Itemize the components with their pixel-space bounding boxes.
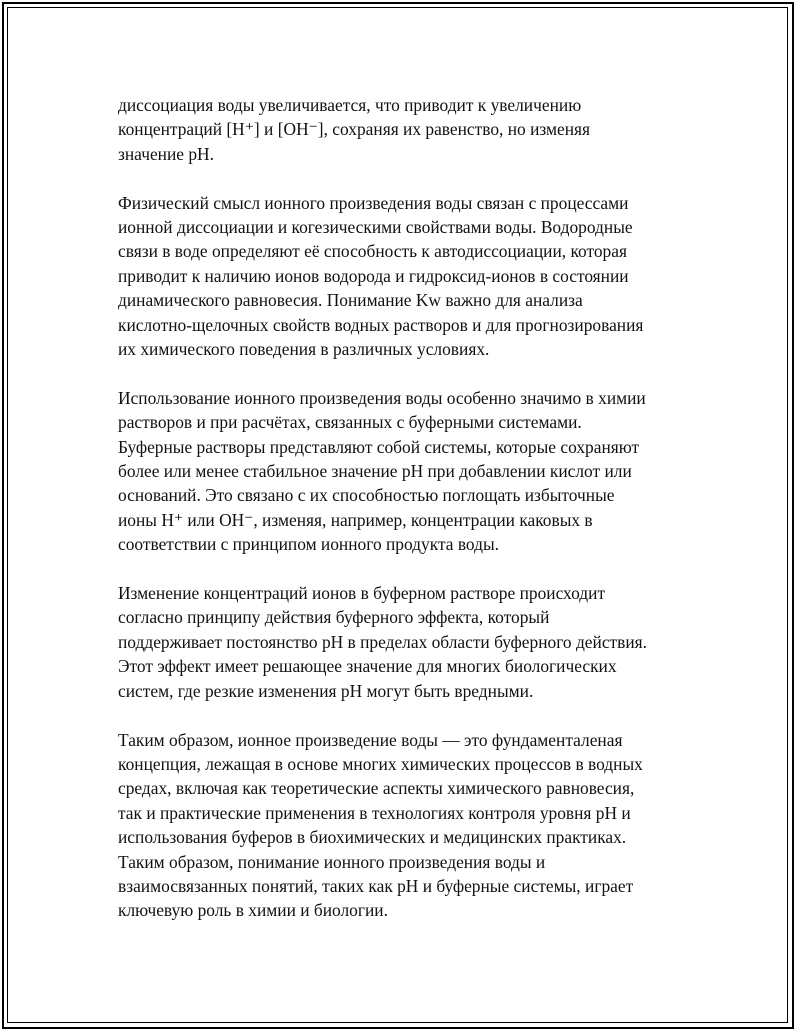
paragraph-4: [118, 581, 688, 703]
text-line: систем, где резкие изменения pH могут быть вредными.: [118, 680, 534, 701]
text-line: Таким образом, ионное произведение воды — это фундаменталеная: [118, 729, 623, 750]
text-line: Этот эффект имеет решающее значение для многих биологических: [118, 656, 617, 677]
text-line: значение pH.: [118, 143, 214, 164]
text-line: концепция, лежащая в основе многих химических процессов в водных: [118, 753, 643, 774]
text-line: Изменение концентраций ионов в буферном растворе происходит: [118, 583, 606, 604]
text-line: средах, включая как теоретические аспекты химического равновесия,: [118, 778, 635, 799]
text-line: ключевую роль в химии и биологии.: [118, 900, 388, 921]
text-line: динамического равновесия. Понимание Kw важно для анализа: [118, 290, 583, 311]
text-line: диссоциация воды увеличивается, что приводит к увеличению: [118, 95, 582, 115]
text-line: связи в воде определяют её способность к автодиссоциации, которая: [118, 241, 627, 262]
document-body: [118, 93, 688, 923]
text-line: ионы H⁺ или OH⁻, изменяя, например, концентрации каковых в: [118, 509, 593, 530]
text-line: более или менее стабильное значение pH при добавлении кислот или: [118, 461, 632, 482]
text-line: Физический смысл ионного произведения воды связан с процессами: [118, 192, 629, 213]
paragraph-5: [118, 728, 688, 923]
text-line: использования буферов в биохимических и медицинских практиках.: [118, 827, 627, 848]
paragraph-2: [118, 191, 688, 362]
text-line: Использование ионного произведения воды особенно значимо в химии: [118, 387, 646, 408]
text-line: ионной диссоциации и когезическими свойствами воды. Водородные: [118, 217, 633, 238]
text-line: оснований. Это связано с их способностью поглощать избыточные: [118, 485, 615, 506]
text-line: так и практические применения в технологиях контроля уровня pH и: [118, 802, 631, 823]
text-line: соответствии с принципом ионного продукта воды.: [118, 534, 499, 555]
paragraph-3: [118, 386, 688, 557]
text-line: приводит к наличию ионов водорода и гидроксид-ионов в состоянии: [118, 265, 629, 286]
text-line: Буферные растворы представляют собой системы, которые сохраняют: [118, 436, 640, 457]
text-line: согласно принципу действия буферного эффекта, который: [118, 607, 550, 628]
text-line: взаимосвязанных понятий, таких как pH и буферные системы, играет: [118, 875, 634, 896]
text-line: растворов и при расчётах, связанных с буферными системами.: [118, 412, 582, 433]
text-line: Таким образом, понимание ионного произведения воды и: [118, 851, 546, 872]
text-line: кислотно-щелочных свойств водных растворов и для прогнозирования: [118, 314, 644, 335]
text-line: их химического поведения в различных условиях.: [118, 339, 490, 360]
text-line: поддерживает постоянство pH в пределах области буферного действия.: [118, 631, 648, 652]
paragraph-1: [118, 93, 688, 166]
text-line: концентраций [H⁺] и [OH⁻], сохраняя их равенство, но изменяя: [118, 119, 591, 140]
